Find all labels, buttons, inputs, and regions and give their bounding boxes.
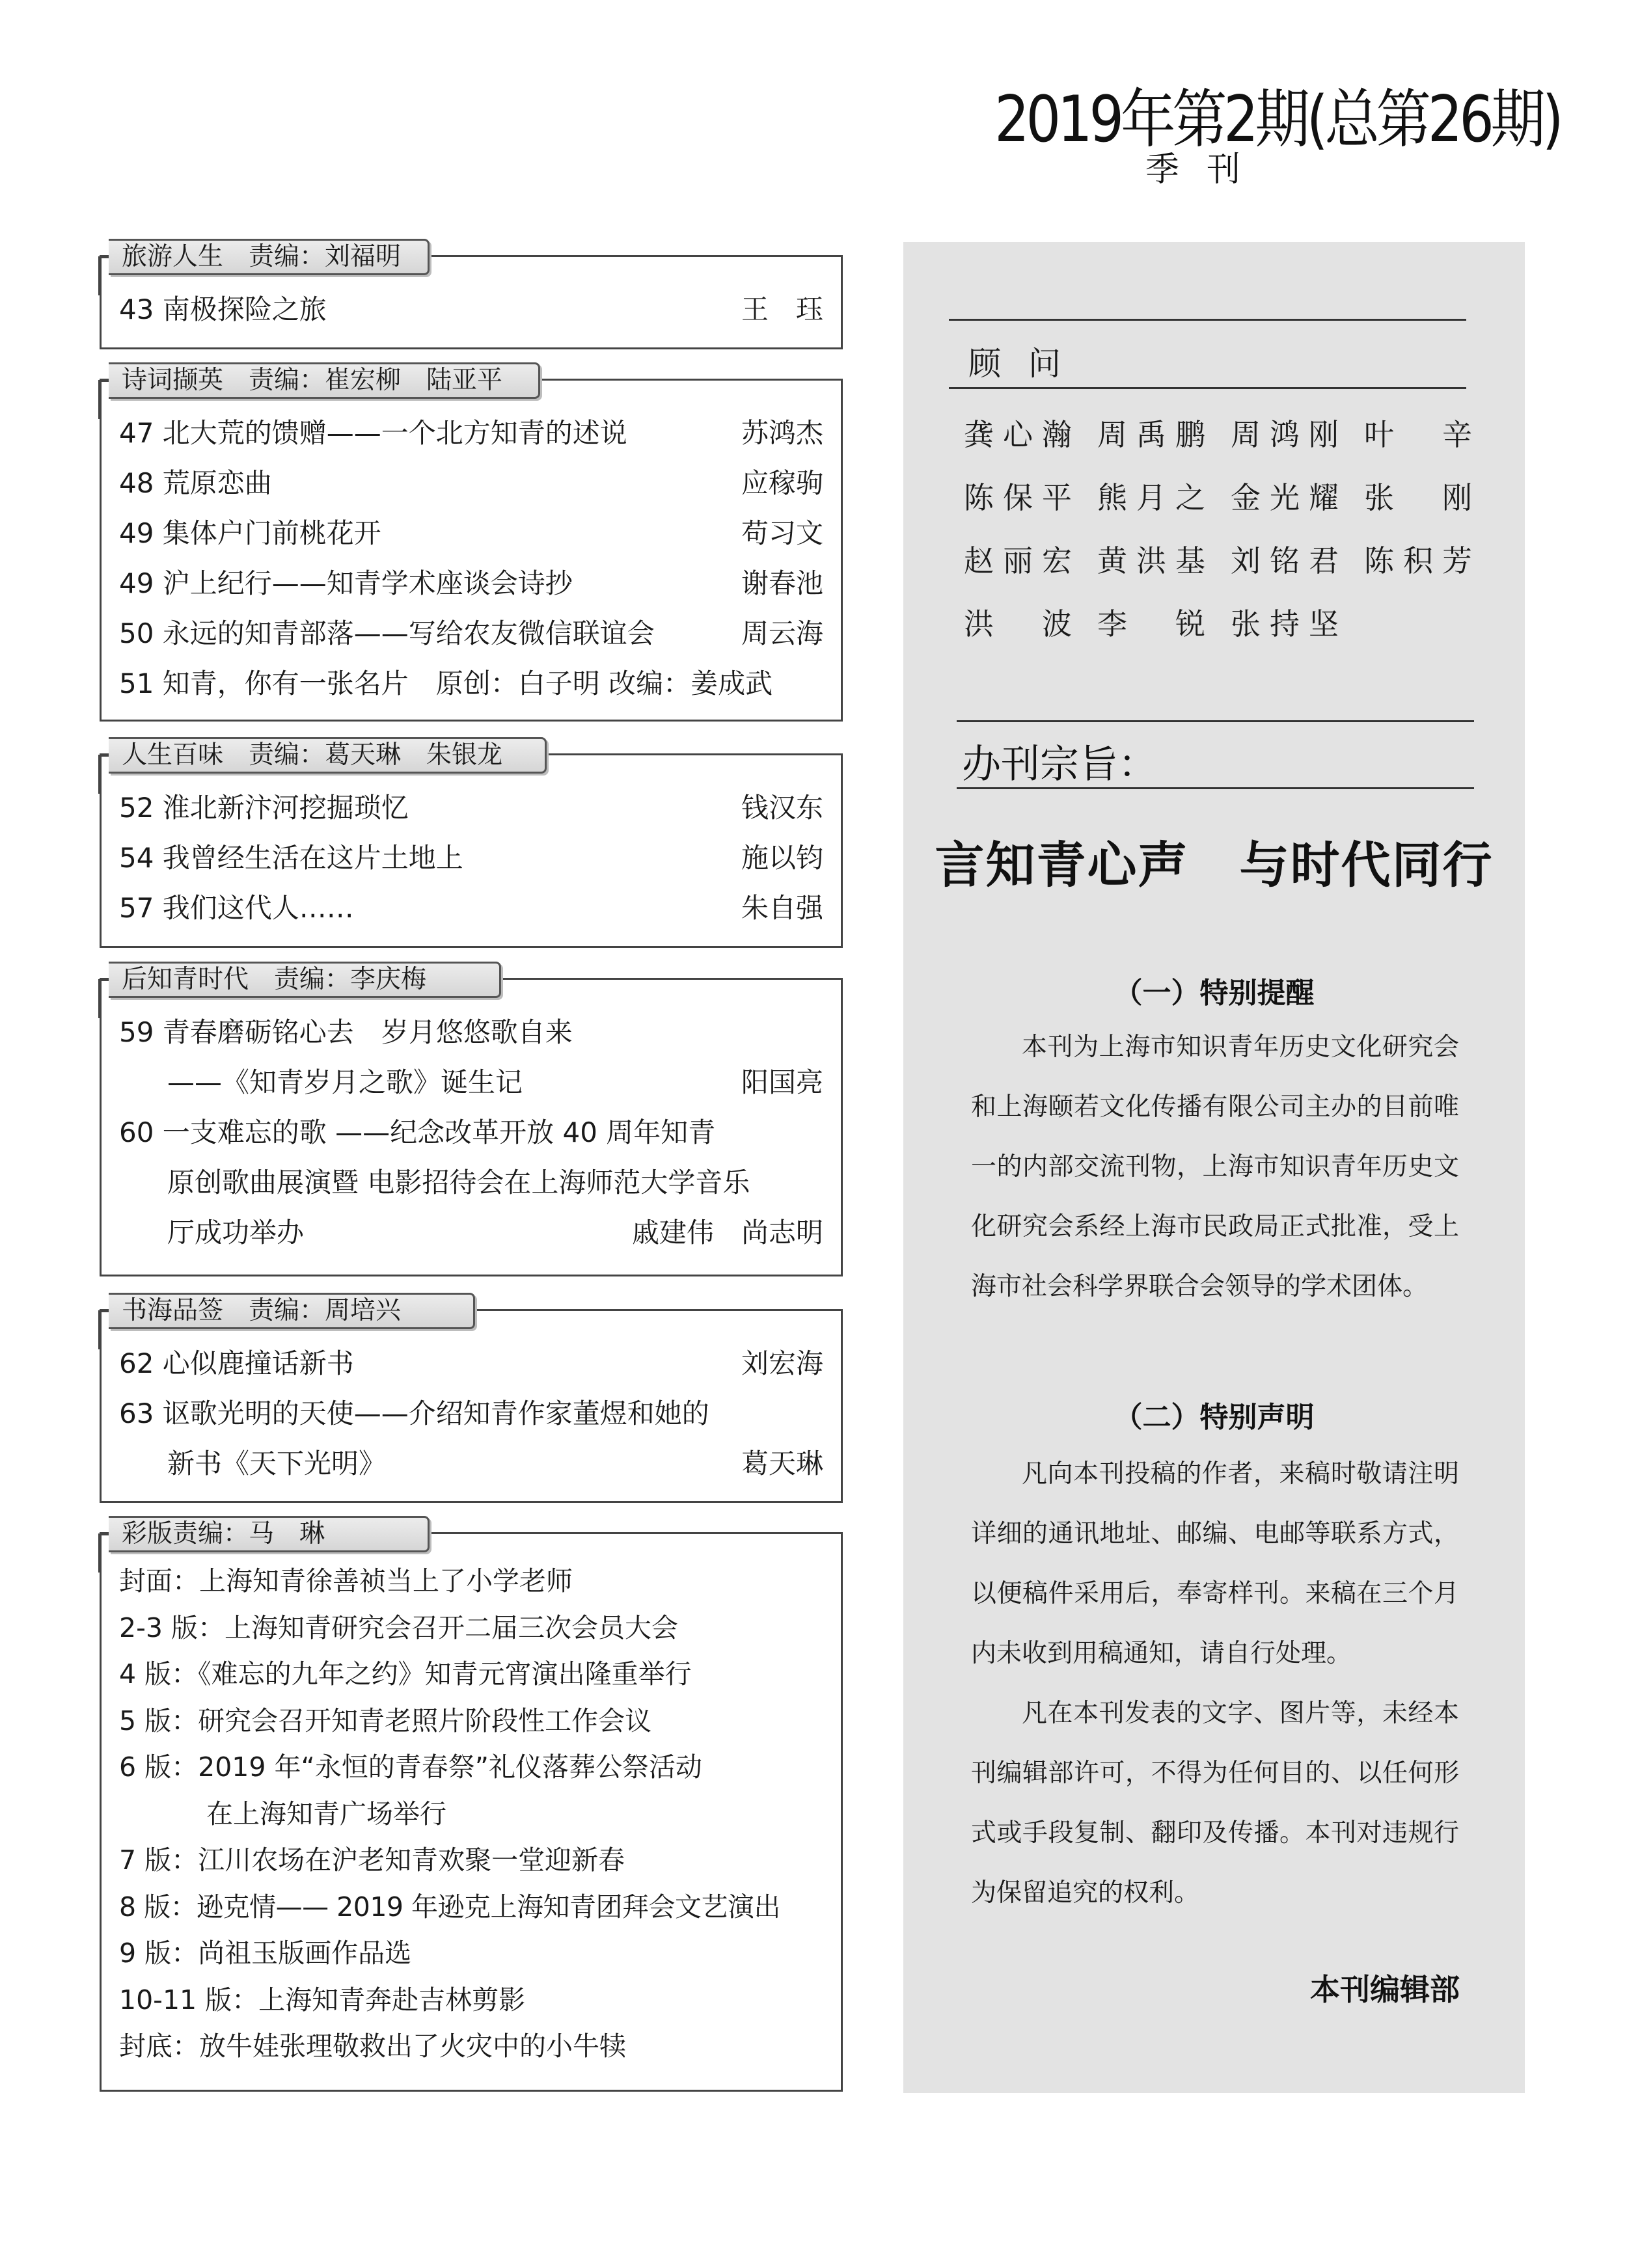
advisor-name: 金光耀 <box>1231 480 1348 515</box>
toc-author: 谢春池 <box>741 567 823 599</box>
color-page-entry <box>119 1698 843 1745</box>
toc-entry <box>119 408 823 458</box>
toc-title: 49 沪上纪行——知青学术座谈会诗抄 <box>119 567 573 599</box>
toc-title: 57 我们这代人…… <box>119 892 354 924</box>
divider <box>949 387 1466 389</box>
info-panel <box>903 242 1525 2093</box>
motto: 言知青心声 与时代同行 <box>935 836 1494 894</box>
toc-entry <box>119 833 823 883</box>
toc-author: 葛天琳 <box>741 1448 823 1479</box>
notice-statement-body: 凡向本刊投稿的作者，来稿时敬请注明详细的通讯地址、邮编、电邮等联系方式，以便稿件采用后，奉寄样刊。来稿在三个月内未收到用稿通知，请自行处理。 <box>971 1459 1459 1668</box>
toc-entry <box>119 1107 823 1157</box>
toc-entry <box>119 558 823 608</box>
toc-section-books <box>100 1293 843 1503</box>
advisors-heading: 顾问 <box>968 345 1088 383</box>
notice-statement-body: 凡在本刊发表的文字、图片等，未经本刊编辑部许可，不得为任何目的、以任何形式或手段复制、翻印及传播。本刊对违规行为保留追究的权利。 <box>971 1699 1459 1908</box>
advisor-name: 黄洪基 <box>1097 543 1214 578</box>
toc-title: ——《知青岁月之歌》诞生记 <box>167 1066 523 1098</box>
toc-entry <box>119 1057 823 1107</box>
advisor-name: 陈积芳 <box>1364 543 1481 578</box>
toc-title: 59 青春磨砺铭心去 岁月悠悠歌自来 <box>119 1016 573 1048</box>
advisor-name: 李 锐 <box>1097 606 1214 641</box>
toc-author: 阳国亮 <box>741 1066 823 1098</box>
color-page-entry <box>119 1837 843 1884</box>
toc-author: 刘宏海 <box>741 1347 823 1379</box>
toc-entry <box>119 458 823 508</box>
toc-author: 戚建伟 尚志明 <box>631 1217 823 1249</box>
advisor-name: 周禹鹏 <box>1097 417 1214 452</box>
section-tab: 人生百味 责编：葛天琳 朱银龙 <box>109 737 547 774</box>
color-page-entry <box>119 1605 843 1652</box>
advisor-name: 赵丽宏 <box>964 543 1081 578</box>
toc-title: 原创歌曲展演暨 电影招待会在上海师范大学音乐 <box>167 1167 750 1198</box>
advisor-name: 刘铭君 <box>1231 543 1348 578</box>
toc-entry <box>119 284 823 334</box>
divider <box>957 720 1474 722</box>
toc-entry <box>119 1007 823 1057</box>
toc-title: 48 荒原恋曲 <box>119 467 272 499</box>
toc-title: 封面：上海知青徐善祯当上了小学老师 <box>119 1565 573 1597</box>
toc-entry <box>119 1388 823 1438</box>
advisor-name: 张持坚 <box>1231 606 1348 641</box>
color-page-entry <box>119 1884 843 1931</box>
toc-title: 49 集体户门前桃花开 <box>119 517 381 549</box>
toc-entry <box>119 1438 823 1489</box>
toc-entry <box>119 658 823 709</box>
toc-author: 苟习文 <box>741 517 823 549</box>
toc-title: 新书《天下光明》 <box>167 1448 387 1479</box>
toc-author: 王 珏 <box>741 293 823 325</box>
advisor-name: 陈保平 <box>964 480 1081 515</box>
toc-title: 63 讴歌光明的天使——介绍知青作家董煜和她的 <box>119 1397 709 1429</box>
toc-title: 6 版：2019 年“永恒的青春祭”礼仪落葬公祭活动 <box>119 1751 702 1783</box>
section-tab: 诗词撷英 责编：崔宏柳 陆亚平 <box>109 362 540 399</box>
editorial-signature: 本刊编辑部 <box>1310 1972 1460 2007</box>
toc-entry <box>119 608 823 658</box>
publication-frequency: 季刊 <box>1145 150 1268 189</box>
toc-title: 4 版：《难忘的九年之约》知青元宵演出隆重举行 <box>119 1658 692 1690</box>
color-page-entry <box>119 1977 843 2024</box>
issue-title: 2019年第2期(总第26期) <box>994 83 1561 157</box>
toc-author: 钱汉东 <box>741 792 823 824</box>
toc-section-poetry <box>100 362 843 722</box>
toc-section-post-era <box>100 962 843 1276</box>
toc-entry <box>119 1157 823 1208</box>
purpose-heading: 办刊宗旨： <box>962 742 1157 787</box>
color-page-entry <box>119 1651 843 1698</box>
advisor-name: 张 刚 <box>1364 480 1481 515</box>
toc-title: 10-11 版：上海知青奔赴吉林剪影 <box>119 1984 526 2016</box>
toc-title: 2-3 版：上海知青研究会召开二届三次会员大会 <box>119 1612 678 1643</box>
advisor-name: 洪 波 <box>964 606 1081 641</box>
toc-author: 周云海 <box>741 617 823 649</box>
toc-title: 7 版：江川农场在沪老知青欢聚一堂迎新春 <box>119 1844 625 1876</box>
section-tab: 后知青时代 责编：李庆梅 <box>109 962 501 998</box>
color-page-entry <box>119 1558 843 1605</box>
advisor-name: 熊月之 <box>1097 480 1214 515</box>
toc-entry <box>119 883 823 933</box>
toc-title: 厅成功举办 <box>167 1217 305 1249</box>
toc-author: 应稼驹 <box>741 467 823 499</box>
section-tab: 书海品签 责编：周培兴 <box>109 1293 475 1329</box>
toc-entry <box>119 508 823 558</box>
toc-section-color-pages <box>100 1516 843 2092</box>
color-page-entry <box>119 2023 843 2070</box>
divider <box>949 319 1466 321</box>
toc-title: 47 北大荒的馈赠——一个北方知青的述说 <box>119 417 627 449</box>
section-tab: 彩版责编：马 琳 <box>109 1516 430 1552</box>
advisor-name: 周鸿刚 <box>1231 417 1348 452</box>
toc-title: 9 版：尚祖玉版画作品选 <box>119 1937 412 1969</box>
toc-title: 50 永远的知青部落——写给农友微信联谊会 <box>119 617 655 649</box>
toc-section-travel <box>100 239 843 349</box>
toc-author: 朱自强 <box>741 892 823 924</box>
toc-entry <box>119 1208 823 1258</box>
divider <box>957 787 1474 789</box>
toc-title: 43 南极探险之旅 <box>119 293 327 325</box>
toc-section-life <box>100 737 843 948</box>
toc-title: 8 版：逊克情—— 2019 年逊克上海知青团拜会文艺演出 <box>119 1891 781 1923</box>
toc-entry <box>119 1338 823 1388</box>
toc-title: 在上海知青广场举行 <box>206 1798 446 1829</box>
advisor-name: 龚心瀚 <box>964 417 1081 452</box>
color-page-entry <box>119 1744 843 1791</box>
toc-title: 54 我曾经生活在这片土地上 <box>119 842 463 874</box>
toc-title: 52 淮北新汴河挖掘琐忆 <box>119 792 409 824</box>
toc-title: 封底：放牛娃张理敬救出了火灾中的小牛犊 <box>119 2031 626 2062</box>
toc-title: 51 知青，你有一张名片 原创：白子明 改编：姜成武 <box>119 668 773 699</box>
advisor-name: 叶 辛 <box>1364 417 1481 452</box>
section-tab: 旅游人生 责编：刘福明 <box>109 239 430 275</box>
toc-author: 苏鸿杰 <box>741 417 823 449</box>
notice-reminder-body: 本刊为上海市知识青年历史文化研究会和上海颐若文化传播有限公司主办的目前唯一的内部交流刊物，上海市知识青年历史文化研究会系经上海市民政局正式批准，受上海市社会科学界联合会领导的学术团体。 <box>971 1033 1459 1301</box>
notice-reminder-heading: （一）特别提醒 <box>1114 977 1315 1010</box>
toc-author: 施以钧 <box>741 842 823 874</box>
color-page-entry <box>119 1791 843 1838</box>
color-page-entry <box>119 1930 843 1977</box>
toc-title: 5 版：研究会召开知青老照片阶段性工作会议 <box>119 1705 652 1736</box>
toc-title: 62 心似鹿撞话新书 <box>119 1347 354 1379</box>
notice-statement-heading: （二）特别声明 <box>1114 1401 1315 1434</box>
toc-title: 60 一支难忘的歌 ——纪念改革开放 40 周年知青 <box>119 1116 716 1148</box>
toc-entry <box>119 783 823 833</box>
